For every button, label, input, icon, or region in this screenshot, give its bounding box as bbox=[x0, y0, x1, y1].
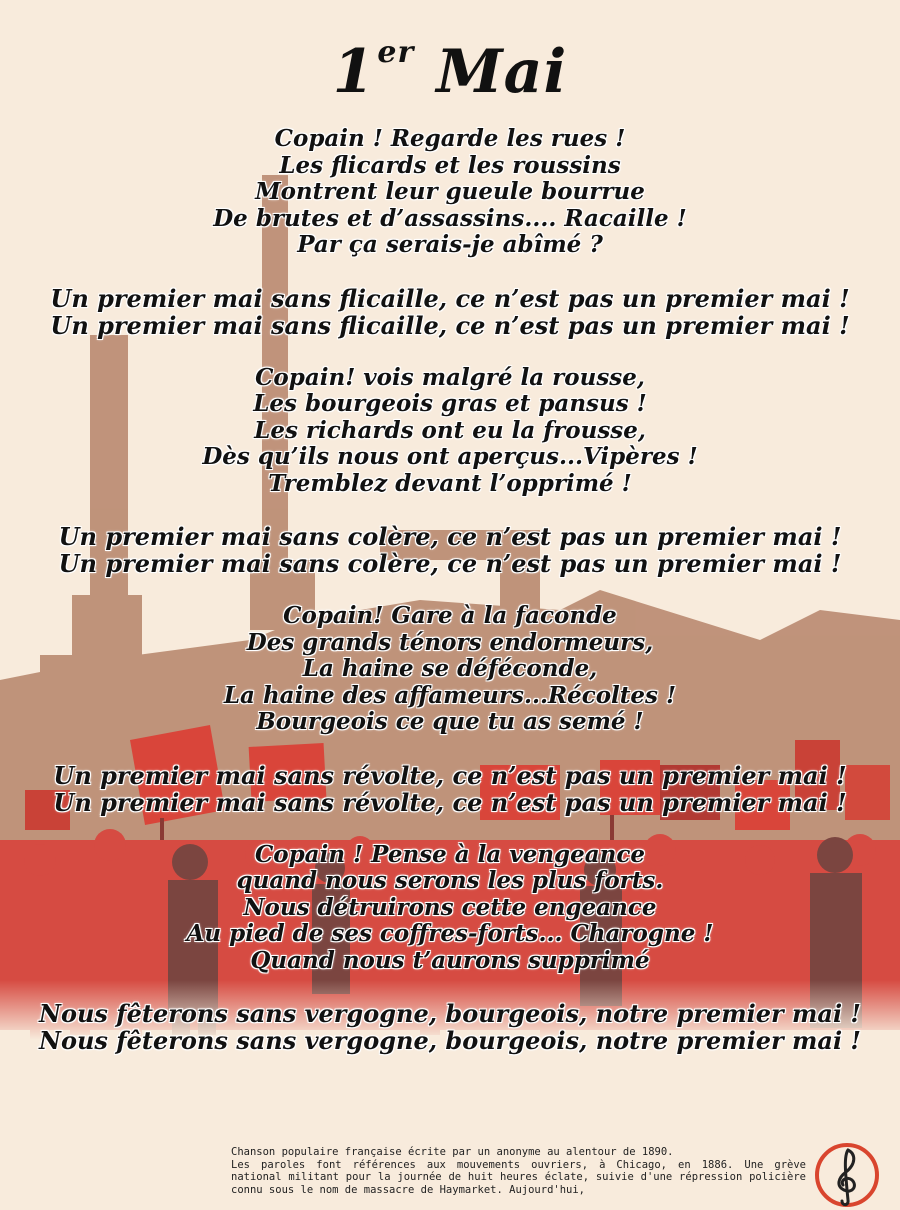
poem-line: Copain ! Pense à la vengeance bbox=[254, 840, 646, 868]
poem bbox=[0, 126, 900, 1054]
stanza-4 bbox=[0, 842, 900, 975]
credit-line: Chanson populaire française écrite par un anonyme au alentour de 1890. bbox=[231, 1146, 674, 1158]
refrain-3 bbox=[0, 762, 900, 816]
poem-line: Les richards ont eu la frousse, bbox=[254, 416, 646, 444]
poem-line: Nous détruirons cette engeance bbox=[243, 893, 657, 921]
refrain-4 bbox=[0, 1000, 900, 1054]
poem-line: La haine des affameurs...Récoltes ! bbox=[223, 681, 677, 709]
refrain-2 bbox=[0, 523, 900, 577]
poem-line: Copain ! Regarde les rues ! bbox=[274, 125, 626, 152]
refrain-line: Nous fêterons sans vergogne, bourgeois, notre premier mai ! bbox=[39, 999, 861, 1028]
refrain-line: Un premier mai sans révolte, ce n’est pas un premier mai ! bbox=[53, 760, 847, 790]
stanza-2 bbox=[0, 365, 900, 498]
page-title bbox=[0, 35, 900, 107]
title-superscript: er bbox=[377, 35, 415, 70]
poem-line: Dès qu’ils nous ont aperçus...Vipères ! bbox=[202, 443, 698, 470]
poem-line: Montrent leur gueule bourrue bbox=[255, 178, 645, 205]
poem-line: Copain! vois malgré la rousse, bbox=[255, 363, 645, 391]
poem-line: Tremblez devant l’opprimé ! bbox=[268, 469, 632, 497]
poem-line: Quand nous t’aurons supprimé bbox=[250, 946, 650, 974]
poem-line: Les bourgeois gras et pansus ! bbox=[253, 390, 647, 417]
poem-line: La haine se déféconde, bbox=[302, 655, 598, 682]
poem-line: Par ça serais-je abîmé ? bbox=[297, 231, 603, 258]
refrain-line: Nous fêterons sans vergogne, bourgeois, notre premier mai ! bbox=[39, 1026, 861, 1055]
credit-note bbox=[231, 1146, 806, 1196]
poem-line: quand nous serons les plus forts. bbox=[236, 867, 664, 894]
poem-line: Au pied de ses coffres-forts... Charogne ! bbox=[186, 920, 714, 947]
refrain-1 bbox=[0, 285, 900, 339]
refrain-line: Un premier mai sans colère, ce n’est pas un premier mai ! bbox=[58, 549, 842, 578]
poem-line: Les flicards et les roussins bbox=[279, 151, 621, 179]
refrain-line: Un premier mai sans flicaille, ce n’est pas un premier mai ! bbox=[50, 310, 850, 340]
poem-line: Copain! Gare à la faconde bbox=[283, 602, 617, 629]
refrain-line: Un premier mai sans colère, ce n’est pas un premier mai ! bbox=[58, 522, 842, 551]
stanza-3 bbox=[0, 603, 900, 736]
poem-line: Bourgeois ce que tu as semé ! bbox=[256, 708, 644, 735]
title-word: Mai bbox=[436, 37, 568, 107]
refrain-line: Un premier mai sans flicaille, ce n’est pas un premier mai ! bbox=[50, 283, 850, 313]
refrain-line: Un premier mai sans révolte, ce n’est pas un premier mai ! bbox=[53, 787, 847, 817]
poem-line: Des grands ténors endormeurs, bbox=[246, 628, 654, 656]
credit-line: Les paroles font références aux mouvements ouvriers, à Chicago, en 1886. Une grève national militant pour la journée de huit heures éclate, suivie d'une répression policière connu sous le nom de massacre de Haymarket. Aujourd'hui, bbox=[231, 1158, 806, 1196]
title-number: 1 bbox=[332, 37, 376, 107]
stanza-1 bbox=[0, 126, 900, 259]
poem-line: De brutes et d’assassins.... Racaille ! bbox=[213, 204, 687, 232]
